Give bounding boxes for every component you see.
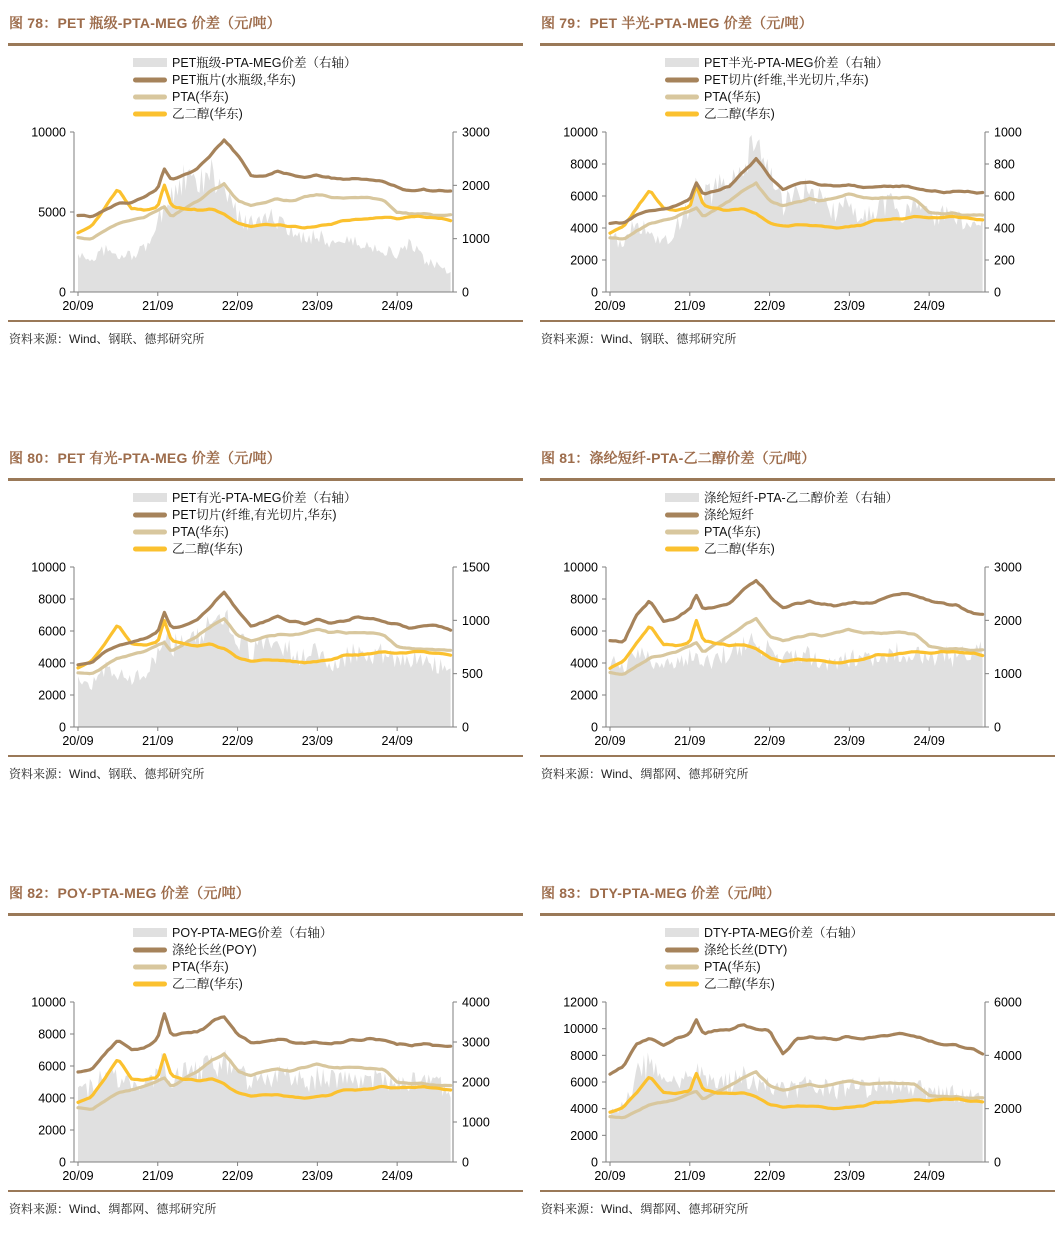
svg-text:22/09: 22/09 bbox=[221, 1169, 254, 1183]
svg-text:1000: 1000 bbox=[994, 125, 1022, 140]
source-text: 资料来源：Wind、绸都网、德邦研究所 bbox=[9, 1202, 217, 1216]
svg-text:10000: 10000 bbox=[563, 125, 598, 140]
svg-text:6000: 6000 bbox=[38, 1059, 66, 1074]
svg-text:23/09: 23/09 bbox=[301, 1169, 333, 1183]
source-text: 资料来源：Wind、绸都网、德邦研究所 bbox=[541, 767, 749, 781]
svg-text:24/09: 24/09 bbox=[381, 1169, 413, 1183]
svg-text:24/09: 24/09 bbox=[381, 734, 413, 748]
svg-text:8000: 8000 bbox=[570, 1048, 598, 1063]
svg-text:涤纶长丝(POY): 涤纶长丝(POY) bbox=[172, 943, 257, 957]
svg-text:PET切片(纤维,有光切片,华东): PET切片(纤维,有光切片,华东) bbox=[172, 508, 337, 522]
svg-text:22/09: 22/09 bbox=[753, 734, 786, 748]
svg-text:600: 600 bbox=[994, 189, 1015, 204]
svg-text:20/09: 20/09 bbox=[594, 1169, 626, 1183]
figure-title: 图 79：PET 半光-PTA-MEG 价差（元/吨） bbox=[541, 15, 813, 31]
figure-panel-83 bbox=[540, 878, 1055, 1227]
svg-text:2000: 2000 bbox=[38, 688, 66, 703]
svg-text:DTY-PTA-MEG价差（右轴）: DTY-PTA-MEG价差（右轴） bbox=[704, 926, 864, 940]
source-text: 资料来源：Wind、绸都网、德邦研究所 bbox=[541, 1202, 749, 1216]
svg-text:6000: 6000 bbox=[570, 189, 598, 204]
svg-text:0: 0 bbox=[591, 720, 598, 735]
svg-text:500: 500 bbox=[462, 667, 483, 682]
svg-text:3000: 3000 bbox=[994, 560, 1022, 575]
svg-text:乙二醇(华东): 乙二醇(华东) bbox=[172, 107, 243, 121]
svg-text:6000: 6000 bbox=[570, 1075, 598, 1090]
svg-text:2000: 2000 bbox=[570, 1128, 598, 1143]
svg-text:2000: 2000 bbox=[462, 1075, 490, 1090]
title-divider bbox=[8, 478, 523, 481]
svg-text:23/09: 23/09 bbox=[833, 1169, 865, 1183]
svg-text:22/09: 22/09 bbox=[221, 734, 254, 748]
svg-text:乙二醇(华东): 乙二醇(华东) bbox=[172, 542, 243, 556]
svg-text:4000: 4000 bbox=[570, 221, 598, 236]
svg-text:1000: 1000 bbox=[462, 232, 490, 247]
svg-text:PET瓶级-PTA-MEG价差（右轴）: PET瓶级-PTA-MEG价差（右轴） bbox=[172, 56, 357, 70]
figure-panel-79 bbox=[540, 8, 1055, 357]
svg-text:4000: 4000 bbox=[38, 1091, 66, 1106]
figure-title: 图 80：PET 有光-PTA-MEG 价差（元/吨） bbox=[9, 450, 281, 466]
svg-text:PTA(华东): PTA(华东) bbox=[172, 90, 229, 104]
svg-text:POY-PTA-MEG价差（右轴）: POY-PTA-MEG价差（右轴） bbox=[172, 926, 333, 940]
svg-text:20/09: 20/09 bbox=[62, 299, 94, 313]
svg-text:200: 200 bbox=[994, 253, 1015, 268]
figure-title: 图 82：POY-PTA-MEG 价差（元/吨） bbox=[9, 885, 251, 901]
svg-text:6000: 6000 bbox=[570, 624, 598, 639]
svg-text:10000: 10000 bbox=[563, 1022, 598, 1037]
svg-text:10000: 10000 bbox=[563, 560, 598, 575]
svg-text:PTA(华东): PTA(华东) bbox=[704, 960, 761, 974]
svg-text:0: 0 bbox=[59, 1155, 66, 1170]
svg-text:0: 0 bbox=[591, 285, 598, 300]
svg-text:0: 0 bbox=[59, 720, 66, 735]
title-divider bbox=[540, 43, 1055, 46]
svg-text:22/09: 22/09 bbox=[221, 299, 254, 313]
price-spread-chart bbox=[540, 485, 1055, 753]
price-spread-chart bbox=[540, 50, 1055, 318]
svg-text:1000: 1000 bbox=[462, 1115, 490, 1130]
svg-text:22/09: 22/09 bbox=[753, 299, 786, 313]
svg-text:0: 0 bbox=[994, 720, 1001, 735]
title-divider bbox=[8, 913, 523, 916]
svg-text:8000: 8000 bbox=[570, 157, 598, 172]
price-spread-chart bbox=[540, 920, 1055, 1188]
price-spread-chart bbox=[8, 485, 523, 753]
svg-text:21/09: 21/09 bbox=[142, 734, 174, 748]
svg-text:8000: 8000 bbox=[38, 1027, 66, 1042]
svg-text:1000: 1000 bbox=[994, 667, 1022, 682]
figure-title: 图 83：DTY-PTA-MEG 价差（元/吨） bbox=[541, 885, 781, 901]
figure-panel-81 bbox=[540, 443, 1055, 792]
price-spread-chart bbox=[8, 920, 523, 1188]
svg-text:2000: 2000 bbox=[570, 253, 598, 268]
source-text: 资料来源：Wind、钢联、德邦研究所 bbox=[9, 767, 205, 781]
svg-text:4000: 4000 bbox=[570, 656, 598, 671]
svg-text:10000: 10000 bbox=[31, 560, 66, 575]
figure-title: 图 78：PET 瓶级-PTA-MEG 价差（元/吨） bbox=[9, 15, 281, 31]
figure-panel-80 bbox=[8, 443, 523, 792]
svg-text:21/09: 21/09 bbox=[142, 1169, 174, 1183]
figure-title: 图 81：涤纶短纤-PTA-乙二醇价差（元/吨） bbox=[541, 450, 816, 466]
svg-text:2000: 2000 bbox=[38, 1123, 66, 1138]
svg-text:400: 400 bbox=[994, 221, 1015, 236]
svg-text:PET瓶片(水瓶级,华东): PET瓶片(水瓶级,华东) bbox=[172, 73, 296, 87]
svg-text:6000: 6000 bbox=[38, 624, 66, 639]
svg-text:24/09: 24/09 bbox=[913, 299, 945, 313]
svg-text:2000: 2000 bbox=[462, 178, 490, 193]
svg-text:21/09: 21/09 bbox=[142, 299, 174, 313]
svg-text:乙二醇(华东): 乙二醇(华东) bbox=[704, 542, 775, 556]
svg-text:4000: 4000 bbox=[38, 656, 66, 671]
svg-text:24/09: 24/09 bbox=[913, 734, 945, 748]
svg-text:涤纶短纤-PTA-乙二醇价差（右轴）: 涤纶短纤-PTA-乙二醇价差（右轴） bbox=[704, 491, 899, 505]
svg-text:PET半光-PTA-MEG价差（右轴）: PET半光-PTA-MEG价差（右轴） bbox=[704, 56, 889, 70]
title-divider bbox=[8, 43, 523, 46]
svg-text:2000: 2000 bbox=[570, 688, 598, 703]
svg-text:PTA(华东): PTA(华东) bbox=[172, 960, 229, 974]
svg-text:0: 0 bbox=[994, 285, 1001, 300]
svg-text:20/09: 20/09 bbox=[62, 1169, 94, 1183]
svg-text:23/09: 23/09 bbox=[833, 299, 865, 313]
svg-text:5000: 5000 bbox=[38, 205, 66, 220]
svg-text:PTA(华东): PTA(华东) bbox=[704, 90, 761, 104]
source-text: 资料来源：Wind、钢联、德邦研究所 bbox=[541, 332, 737, 346]
svg-text:1500: 1500 bbox=[462, 560, 490, 575]
svg-text:乙二醇(华东): 乙二醇(华东) bbox=[704, 107, 775, 121]
svg-text:PTA(华东): PTA(华东) bbox=[172, 525, 229, 539]
svg-text:0: 0 bbox=[462, 285, 469, 300]
svg-text:10000: 10000 bbox=[31, 125, 66, 140]
title-divider bbox=[540, 478, 1055, 481]
svg-text:21/09: 21/09 bbox=[674, 299, 706, 313]
svg-text:23/09: 23/09 bbox=[833, 734, 865, 748]
svg-text:4000: 4000 bbox=[570, 1102, 598, 1117]
svg-text:20/09: 20/09 bbox=[62, 734, 94, 748]
svg-text:6000: 6000 bbox=[994, 995, 1022, 1010]
svg-text:1000: 1000 bbox=[462, 613, 490, 628]
svg-text:12000: 12000 bbox=[563, 995, 598, 1010]
svg-text:3000: 3000 bbox=[462, 125, 490, 140]
source-text: 资料来源：Wind、钢联、德邦研究所 bbox=[9, 332, 205, 346]
svg-text:0: 0 bbox=[462, 1155, 469, 1170]
svg-text:涤纶长丝(DTY): 涤纶长丝(DTY) bbox=[704, 943, 788, 957]
svg-text:10000: 10000 bbox=[31, 995, 66, 1010]
price-spread-chart bbox=[8, 50, 523, 318]
svg-text:PTA(华东): PTA(华东) bbox=[704, 525, 761, 539]
svg-text:23/09: 23/09 bbox=[301, 734, 333, 748]
svg-text:20/09: 20/09 bbox=[594, 299, 626, 313]
svg-text:乙二醇(华东): 乙二醇(华东) bbox=[704, 977, 775, 991]
svg-text:涤纶短纤: 涤纶短纤 bbox=[704, 508, 755, 522]
svg-text:23/09: 23/09 bbox=[301, 299, 333, 313]
title-divider bbox=[540, 913, 1055, 916]
figure-panel-78 bbox=[8, 8, 523, 357]
svg-text:4000: 4000 bbox=[994, 1048, 1022, 1063]
svg-text:21/09: 21/09 bbox=[674, 1169, 706, 1183]
svg-text:PET有光-PTA-MEG价差（右轴）: PET有光-PTA-MEG价差（右轴） bbox=[172, 491, 357, 505]
svg-text:8000: 8000 bbox=[570, 592, 598, 607]
svg-text:PET切片(纤维,半光切片,华东): PET切片(纤维,半光切片,华东) bbox=[704, 73, 869, 87]
svg-text:21/09: 21/09 bbox=[674, 734, 706, 748]
svg-text:22/09: 22/09 bbox=[753, 1169, 786, 1183]
svg-text:800: 800 bbox=[994, 157, 1015, 172]
svg-text:0: 0 bbox=[59, 285, 66, 300]
svg-text:3000: 3000 bbox=[462, 1035, 490, 1050]
svg-text:0: 0 bbox=[994, 1155, 1001, 1170]
svg-text:乙二醇(华东): 乙二醇(华东) bbox=[172, 977, 243, 991]
svg-text:20/09: 20/09 bbox=[594, 734, 626, 748]
svg-text:2000: 2000 bbox=[994, 613, 1022, 628]
svg-text:4000: 4000 bbox=[462, 995, 490, 1010]
svg-text:0: 0 bbox=[462, 720, 469, 735]
svg-text:0: 0 bbox=[591, 1155, 598, 1170]
figure-panel-82 bbox=[8, 878, 523, 1227]
svg-text:8000: 8000 bbox=[38, 592, 66, 607]
svg-text:24/09: 24/09 bbox=[913, 1169, 945, 1183]
svg-text:24/09: 24/09 bbox=[381, 299, 413, 313]
svg-text:2000: 2000 bbox=[994, 1102, 1022, 1117]
